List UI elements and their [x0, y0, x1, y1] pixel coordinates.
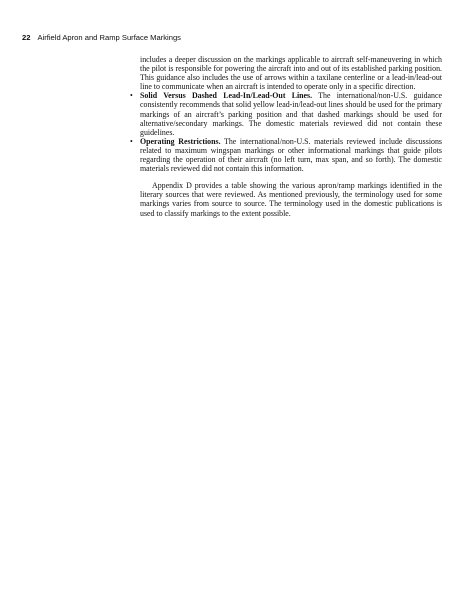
- running-title: Airfield Apron and Ramp Surface Markings: [37, 33, 181, 42]
- bullet-lead: Operating Restrictions.: [140, 136, 221, 146]
- running-header: [22, 33, 181, 42]
- bullet-item: [130, 91, 442, 137]
- bullet-marker: •: [130, 91, 133, 101]
- body-text: [130, 55, 442, 218]
- bullet-text: The international/non-U.S. materials reviewed include discussions related to maximum wingspan markings or other informational markings that guide pilots regarding the operation of their aircraft (no left turn, max span, and so forth). The domestic materials reviewed did not contain this information.: [140, 136, 442, 174]
- bullet-lead: Solid Versus Dashed Lead-In/Lead-Out Lines.: [140, 91, 313, 101]
- page-number: 22: [22, 33, 31, 42]
- bullet-marker: •: [130, 136, 133, 146]
- bullet-item: [130, 136, 442, 174]
- continuation-paragraph: includes a deeper discussion on the markings applicable to aircraft self-maneuvering in which the pilot is responsible for powering the aircraft into and out of its established parking position. This guidance also includes the use of arrows within a taxilane centerline or a lead-in/lead-out line to communicate when an aircraft is intended to operate only in a specific direction.: [140, 55, 442, 92]
- body-paragraph: Appendix D provides a table showing the various apron/ramp markings identified in the literary sources that were reviewed. As mentioned previously, the terminology used for some markings varies from source to source. The terminology used in the domestic publications is used to classify markings to the extent possible.: [140, 181, 442, 218]
- bullet-text: The international/non-U.S. guidance consistently recommends that solid yellow lead-in/lead-out lines should be used for the primary markings of an aircraft’s parking position and that dashed markings should be used for alternative/secondary markings. The domestic materials reviewed did not contain these guidelines.: [140, 91, 442, 137]
